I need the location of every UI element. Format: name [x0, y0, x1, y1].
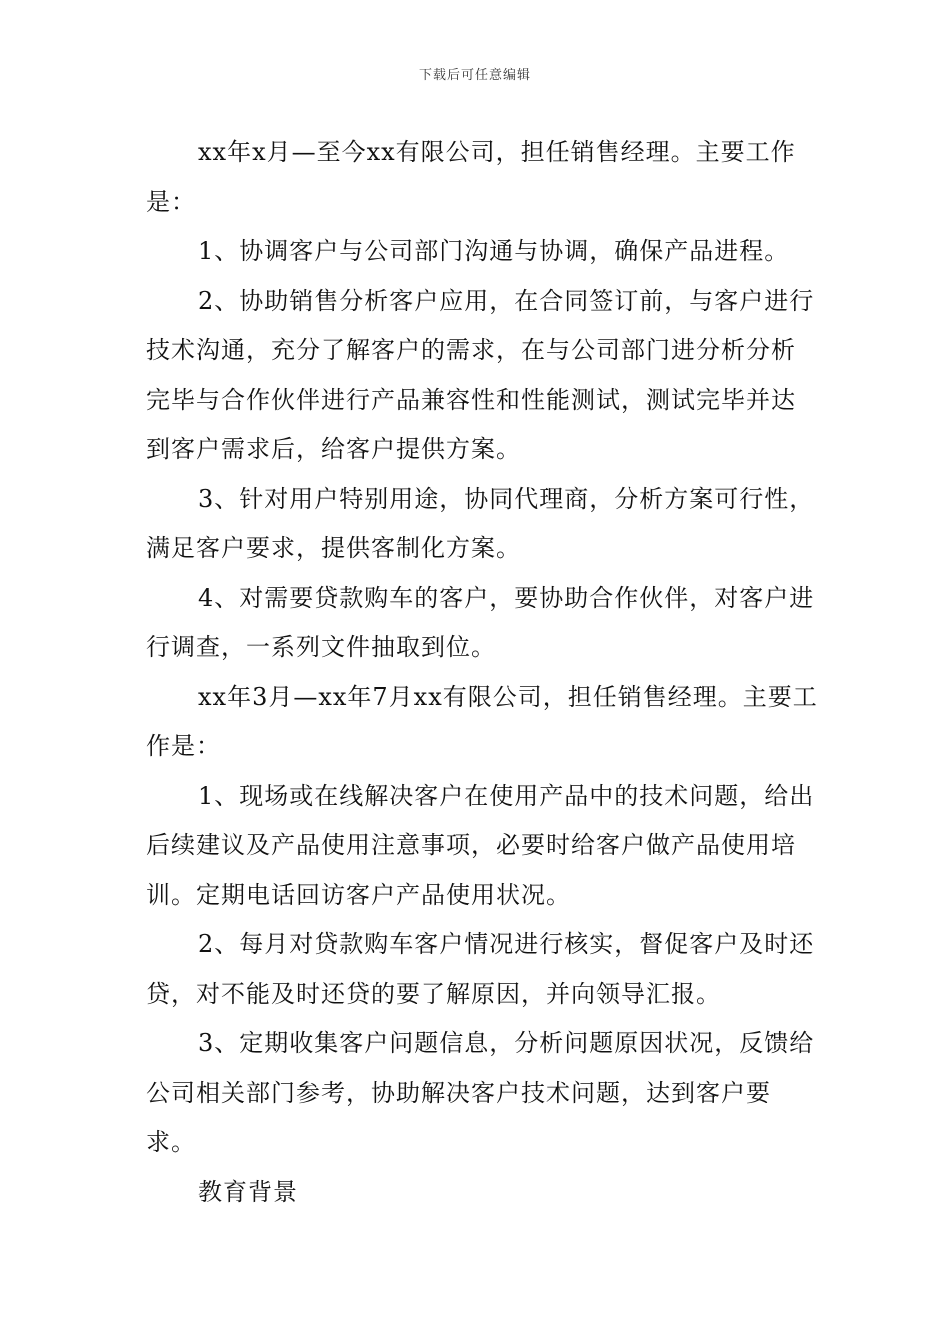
job-period-2-duty-3: 3、定期收集客户问题信息，分析问题原因状况，反馈给公司相关部门参考，协助解决客户技术问题，达到客户要求。	[146, 1029, 815, 1156]
job-period-2-intro: xx年3月—xx年7月xx有限公司，担任销售经理。主要工作是：	[146, 682, 818, 760]
job-period-1-duty-3: 3、针对用户特别用途，协同代理商，分析方案可行性，满足客户要求，提供客制化方案。	[146, 484, 815, 562]
section-heading-education: 教育背景	[198, 1177, 298, 1206]
job-period-2-duty-2: 2、每月对贷款购车客户情况进行核实，督促客户及时还贷，对不能及时还贷的要了解原因，并向领导汇报。	[146, 930, 815, 1008]
job-period-1-intro: xx年x月—至今xx有限公司，担任销售经理。主要工作是：	[146, 138, 796, 216]
document-body	[146, 128, 818, 1217]
job-period-1-duty-1: 1、协调客户与公司部门沟通与协调，确保产品进程。	[198, 237, 790, 265]
job-period-1-duty-4: 4、对需要贷款购车的客户，要协助合作伙伴，对客户进行调查，一系列文件抽取到位。	[146, 583, 815, 661]
job-period-1-duty-2: 2、协助销售分析客户应用，在合同签订前，与客户进行技术沟通，充分了解客户的需求，在与公司部门进分析分析完毕与合作伙伴进行产品兼容性和性能测试，测试完毕并达到客户需求后，给客户提供方案。	[146, 286, 815, 463]
job-period-2-duty-1: 1、现场或在线解决客户在使用产品中的技术问题，给出后续建议及产品使用注意事项，必要时给客户做产品使用培训。定期电话回访客户产品使用状况。	[146, 781, 815, 909]
page-header: 下载后可任意编辑	[418, 68, 531, 83]
